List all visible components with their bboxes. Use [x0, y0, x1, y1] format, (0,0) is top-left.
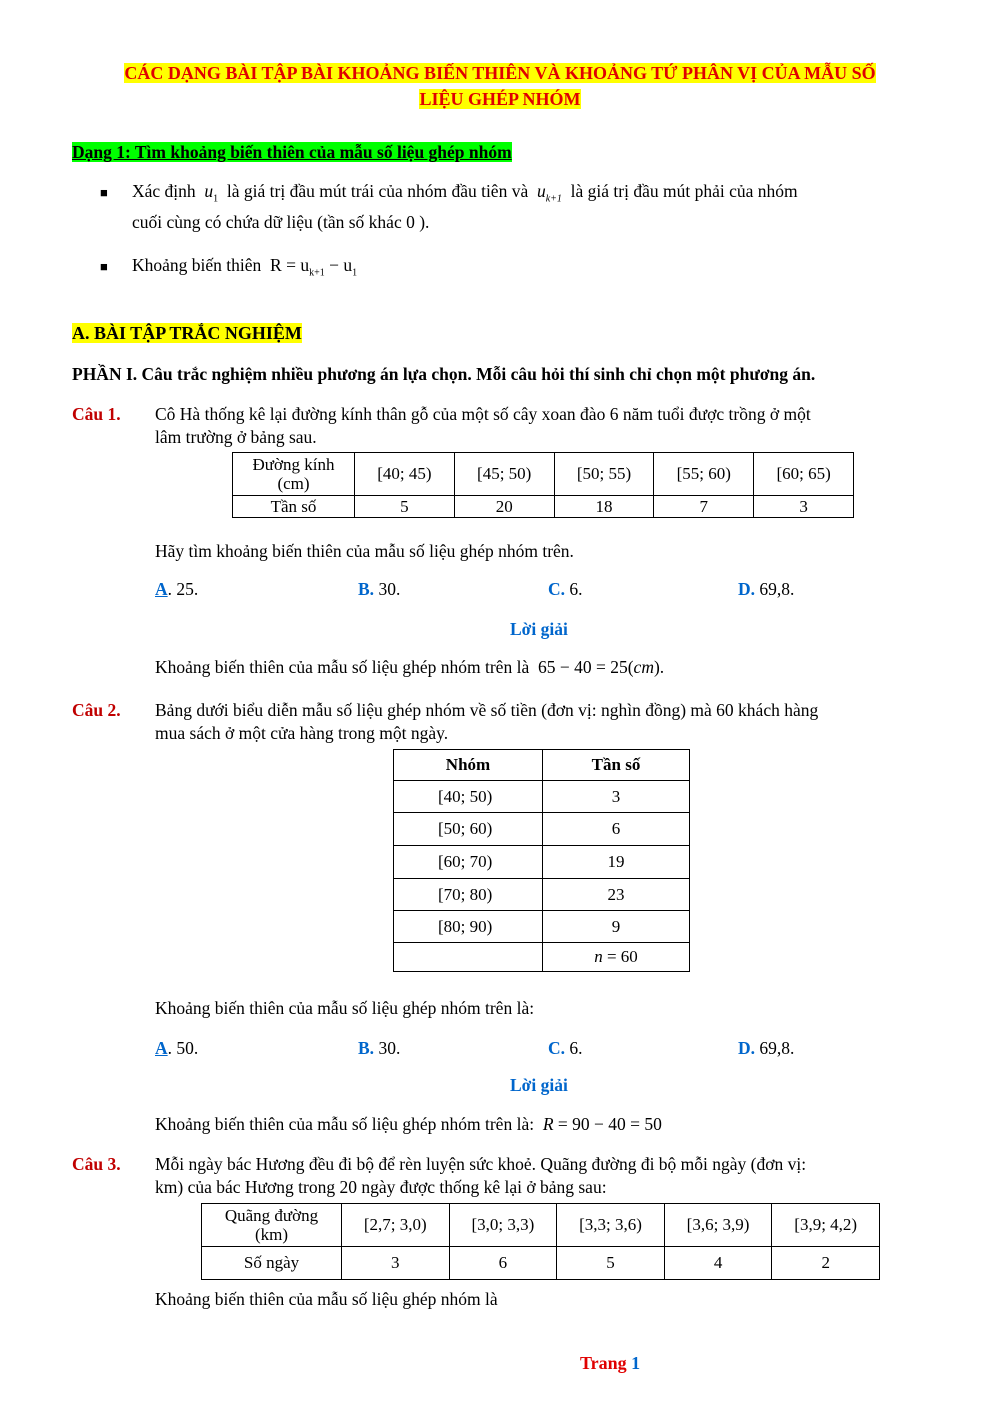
q2-freq-cell: 23 — [543, 879, 690, 911]
q2-freq-cell: 19 — [543, 846, 690, 879]
q1-freq-cell: 18 — [554, 496, 654, 518]
q3-days-cell: 4 — [664, 1247, 772, 1280]
q3-days-cell: 6 — [449, 1247, 557, 1280]
bullet-1-line-1: Xác định $u_1$ là giá trị đầu mút trái của nhóm đầu tiên và $u_{k+1}$ là giá trị đầu mút phải của nhóm — [132, 181, 798, 205]
q2-group-cell: [40; 50) — [394, 781, 543, 813]
q1-table-header: Đường kính (cm) — [233, 453, 355, 496]
document-title — [60, 60, 940, 112]
bullet-2: Khoảng biến thiên $R = u_{k+1} - u_1$ — [132, 255, 358, 279]
q3-interval-cell: [3,9; 4,2) — [772, 1204, 880, 1247]
q2-group-cell: [60; 70) — [394, 846, 543, 879]
section-a-heading: A. BÀI TẬP TRẮC NGHIỆM — [72, 323, 302, 343]
title-line-1: CÁC DẠNG BÀI TẬP BÀI KHOẢNG BIẾN THIÊN VÀ KHOẢNG TỨ PHÂN VỊ CỦA MẪU SỐ — [124, 63, 876, 83]
q3-label: Câu 3. — [72, 1154, 121, 1174]
q3-question: Khoảng biến thiên của mẫu số liệu ghép nhóm là — [155, 1289, 498, 1309]
q3-days-cell: 3 — [342, 1247, 450, 1280]
q3-text-line-1: Mỗi ngày bác Hương đều đi bộ để rèn luyện sức khoẻ. Quãng đường đi bộ mỗi ngày (đơn vị: — [155, 1154, 807, 1174]
q2-freq-cell: 9 — [543, 911, 690, 943]
q1-question: Hãy tìm khoảng biến thiên của mẫu số liệu ghép nhóm trên. — [155, 541, 574, 561]
q1-interval-cell: [40; 45) — [355, 453, 455, 496]
q1-option-c[interactable]: C. 6. — [548, 579, 583, 599]
q2-freq-cell: 6 — [543, 813, 690, 846]
q1-freq-cell: 5 — [355, 496, 455, 518]
q3-interval-cell: [2,7; 3,0) — [342, 1204, 450, 1247]
q1-text-line-1: Cô Hà thống kê lại đường kính thân gỗ của một số cây xoan đào 6 năm tuổi được trồng ở một — [155, 404, 811, 424]
q3-days-cell: 2 — [772, 1247, 880, 1280]
q1-text-line-2: lâm trường ở bảng sau. — [155, 427, 317, 447]
q1-row-label: Tần số — [233, 496, 355, 518]
q1-option-d[interactable]: D. 69,8. — [738, 579, 795, 599]
q1-freq-cell: 3 — [754, 496, 854, 518]
q1-freq-cell: 7 — [654, 496, 754, 518]
q3-interval-cell: [3,3; 3,6) — [557, 1204, 665, 1247]
q3-row-label: Số ngày — [202, 1247, 342, 1280]
q3-text-line-2: km) của bác Hương trong 20 ngày được thống kê lại ở bảng sau: — [155, 1177, 607, 1197]
page-footer — [580, 1353, 640, 1374]
q2-label: Câu 2. — [72, 700, 121, 720]
q3-table — [201, 1203, 880, 1280]
q2-total-cell: n = 60 — [543, 943, 690, 972]
q1-label: Câu 1. — [72, 404, 121, 424]
q2-text-line-1: Bảng dưới biểu diễn mẫu số liệu ghép nhóm về số tiền (đơn vị: nghìn đồng) mà 60 khách hàng — [155, 700, 819, 720]
q2-solution-text: Khoảng biến thiên của mẫu số liệu ghép nhóm trên là: R = 90 − 40 = 50 — [155, 1114, 662, 1134]
q1-solution-label: Lời giải — [510, 619, 568, 639]
q1-interval-cell: [55; 60) — [654, 453, 754, 496]
q1-option-b[interactable]: B. 30. — [358, 579, 401, 599]
bullet-marker: ■ — [100, 259, 108, 274]
q1-interval-cell: [50; 55) — [554, 453, 654, 496]
q2-empty-cell — [394, 943, 543, 972]
q2-col-header-group: Nhóm — [394, 750, 543, 781]
q2-text-line-2: mua sách ở một cửa hàng trong một ngày. — [155, 723, 449, 743]
q1-table — [232, 452, 854, 518]
q3-interval-cell: [3,6; 3,9) — [664, 1204, 772, 1247]
q1-interval-cell: [60; 65) — [754, 453, 854, 496]
q3-interval-cell: [3,0; 3,3) — [449, 1204, 557, 1247]
title-line-2: LIỆU GHÉP NHÓM — [419, 89, 581, 109]
page-number: 1 — [631, 1353, 641, 1373]
dang1-heading: Dạng 1: Tìm khoảng biến thiên của mẫu số liệu ghép nhóm — [72, 142, 512, 162]
q2-freq-cell: 3 — [543, 781, 690, 813]
q1-interval-cell: [45; 50) — [454, 453, 554, 496]
q2-option-b[interactable]: B. 30. — [358, 1038, 401, 1058]
q1-solution-text: Khoảng biến thiên của mẫu số liệu ghép nhóm trên là 65 − 40 = 25(cm). — [155, 657, 665, 677]
q2-option-a[interactable]: A. 50. — [155, 1038, 199, 1058]
q2-group-cell: [50; 60) — [394, 813, 543, 846]
q2-table — [393, 749, 690, 972]
q2-question: Khoảng biến thiên của mẫu số liệu ghép nhóm trên là: — [155, 998, 535, 1018]
footer-word: Trang — [580, 1353, 627, 1373]
part-1-heading: PHẦN I. Câu trắc nghiệm nhiều phương án lựa chọn. Mỗi câu hỏi thí sinh chỉ chọn một phương án. — [72, 364, 816, 384]
q3-days-cell: 5 — [557, 1247, 665, 1280]
q2-col-header-freq: Tần số — [543, 750, 690, 781]
bullet-1-line-2: cuối cùng có chứa dữ liệu (tần số khác 0 ). — [132, 212, 430, 232]
q1-freq-cell: 20 — [454, 496, 554, 518]
q2-group-cell: [70; 80) — [394, 879, 543, 911]
bullet-marker: ■ — [100, 185, 108, 200]
q1-option-a[interactable]: A. 25. — [155, 579, 199, 599]
q2-option-d[interactable]: D. 69,8. — [738, 1038, 795, 1058]
q2-group-cell: [80; 90) — [394, 911, 543, 943]
q3-table-header: Quãng đường (km) — [202, 1204, 342, 1247]
q2-option-c[interactable]: C. 6. — [548, 1038, 583, 1058]
q2-solution-label: Lời giải — [510, 1075, 568, 1095]
